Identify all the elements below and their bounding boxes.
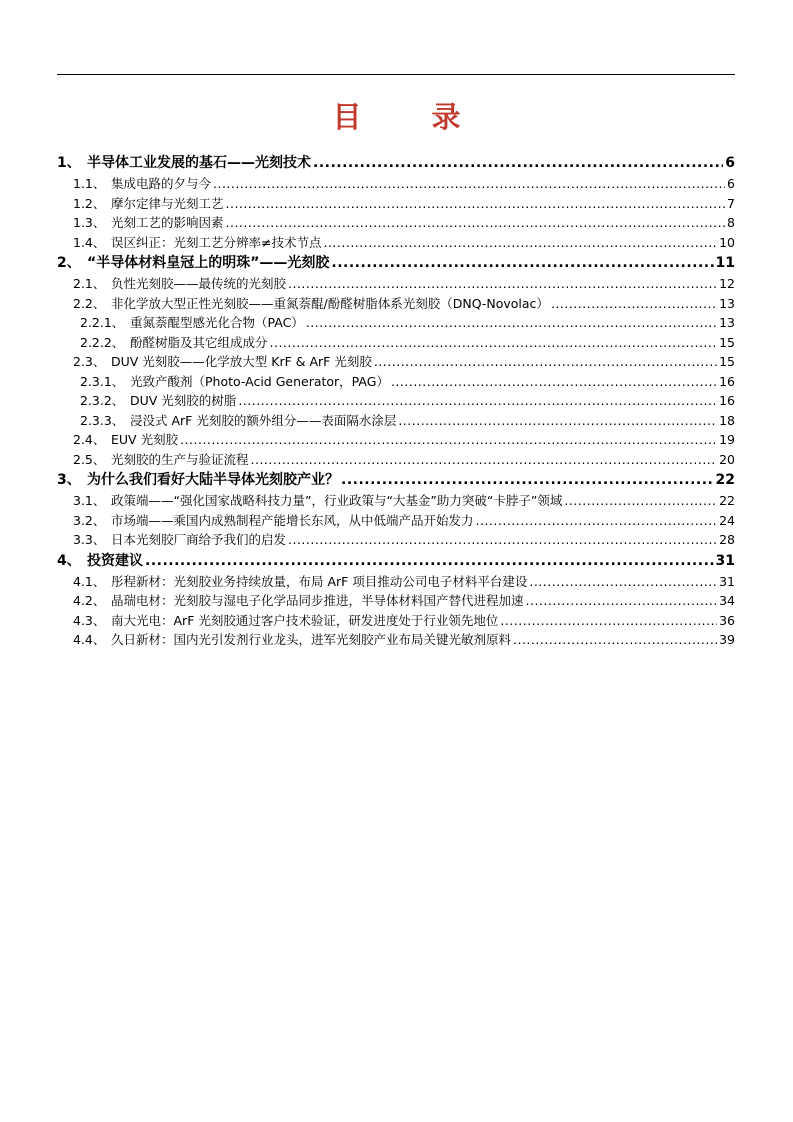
toc-entry-title: 重氮萘醌型感光化合物（PAC） (130, 315, 304, 330)
toc-leader-dots (288, 274, 717, 294)
toc-entry[interactable] (57, 450, 735, 470)
toc-entry[interactable] (57, 313, 735, 333)
toc-entry[interactable] (57, 174, 735, 194)
toc-entry-page: 8 (727, 215, 735, 230)
toc-leader-dots (341, 469, 714, 491)
toc-entry[interactable] (57, 430, 735, 450)
toc-leader-dots (526, 591, 718, 611)
toc-entry-page: 12 (719, 276, 735, 291)
toc-leader-dots (398, 411, 717, 431)
toc-entry-number: 1.2、 (73, 195, 106, 211)
toc-entry-number: 2.2、 (73, 295, 106, 311)
toc-entry[interactable] (57, 352, 735, 372)
toc-entry-title: EUV 光刻胶 (111, 432, 179, 447)
toc-entry[interactable] (57, 411, 735, 431)
toc-entry-title: 酚醛树脂及其它组成成分 (130, 334, 268, 350)
toc-entry-number: 4、 (57, 552, 81, 569)
toc-leader-dots (331, 252, 713, 274)
toc-entry[interactable] (57, 491, 735, 511)
toc-entry-title: 彤程新材：光刻胶业务持续放量，布局 ArF 项目推动公司电子材料平台建设 (111, 573, 528, 589)
toc-entry-page: 22 (719, 493, 735, 508)
toc-entry-page: 15 (719, 354, 735, 369)
toc-entry[interactable] (57, 252, 735, 274)
toc-entry-page: 18 (719, 412, 735, 428)
toc-leader-dots (251, 450, 718, 470)
toc-entry-title: 浸没式 ArF 光刻胶的额外组分——表面隔水涂层 (130, 412, 397, 428)
toc-entry-page: 22 (715, 472, 735, 488)
toc-entry-page: 24 (719, 512, 735, 528)
toc-leader-dots (564, 491, 717, 511)
toc-entry-title: 光致产酸剂（Photo-Acid Generator，PAG） (130, 373, 389, 389)
toc-leader-dots (288, 530, 717, 550)
toc-entry-page: 19 (719, 432, 735, 447)
toc-entry-page: 11 (715, 255, 735, 271)
toc-entry[interactable] (57, 530, 735, 550)
toc-entry-page: 6 (727, 176, 735, 191)
toc-title: 目 录 (332, 100, 491, 134)
toc-entry-number: 2.3.3、 (80, 412, 125, 428)
toc-entry-title: 投资建议 (87, 552, 143, 569)
header-rule (57, 74, 735, 75)
toc-entry-page: 31 (715, 552, 735, 569)
toc-entry-number: 2.1、 (73, 276, 106, 291)
toc-leader-dots (306, 313, 717, 333)
toc-entry[interactable] (57, 294, 735, 314)
toc-entry[interactable] (57, 372, 735, 392)
toc-entry-number: 3.3、 (73, 532, 106, 547)
toc-entry-title: 非化学放大型正性光刻胶——重氮萘醌/酚醛树脂体系光刻胶（DNQ-Novolac） (111, 295, 549, 311)
toc-entry-number: 2.5、 (73, 451, 106, 467)
toc-leader-dots (180, 430, 717, 450)
toc-entry-page: 31 (719, 573, 735, 589)
toc-entry-page: 20 (719, 451, 735, 467)
toc-entry-page: 13 (719, 295, 735, 311)
toc-leader-dots (513, 630, 717, 650)
toc-entry-title: 南大光电：ArF 光刻胶通过客户技术验证，研发进度处于行业领先地位 (111, 612, 499, 628)
toc-entry-page: 28 (719, 532, 735, 547)
toc-entry-title: 光刻胶的生产与验证流程 (111, 451, 249, 467)
toc-entry-title: 日本光刻胶厂商给予我们的启发 (111, 532, 287, 547)
toc-leader-dots (551, 294, 717, 314)
toc-entry-number: 1.3、 (73, 215, 106, 230)
toc-entry-title: 负性光刻胶——最传统的光刻胶 (111, 276, 287, 291)
toc-leader-dots (323, 233, 717, 253)
toc-leader-dots (213, 174, 725, 194)
toc-leader-dots (374, 352, 717, 372)
toc-entry-page: 16 (719, 373, 735, 389)
toc-entry[interactable] (57, 572, 735, 592)
toc-entry-title: 光刻工艺的影响因素 (111, 215, 224, 230)
toc-entry-number: 2.4、 (73, 432, 106, 447)
toc-entry-number: 4.1、 (73, 573, 106, 589)
toc-leader-dots (476, 511, 718, 531)
toc-entry-page: 39 (719, 632, 735, 647)
toc-entry-page: 36 (719, 612, 735, 628)
toc-entry-number: 1.1、 (73, 176, 106, 191)
toc-entry-page: 6 (725, 155, 735, 171)
toc-entry-title: 为什么我们看好大陆半导体光刻胶产业？ (87, 472, 339, 488)
table-of-contents (57, 152, 735, 650)
toc-entry-title: DUV 光刻胶——化学放大型 KrF & ArF 光刻胶 (111, 354, 372, 369)
toc-entry[interactable] (57, 469, 735, 491)
toc-entry-title: 摩尔定律与光刻工艺 (111, 195, 224, 211)
toc-entry-number: 2.2.1、 (80, 315, 125, 330)
toc-leader-dots (238, 391, 717, 411)
toc-entry-title: 集成电路的夕与今 (111, 176, 212, 191)
toc-entry-title: 晶瑞电材：光刻胶与湿电子化学品同步推进，半导体材料国产替代进程加速 (111, 593, 524, 608)
toc-entry[interactable] (57, 550, 735, 572)
toc-leader-dots (500, 611, 717, 631)
toc-leader-dots (391, 372, 717, 392)
toc-entry-page: 13 (719, 315, 735, 330)
toc-entry-number: 2.3.1、 (80, 373, 125, 389)
toc-entry-number: 1.4、 (73, 234, 106, 250)
toc-entry-title: 政策端——“强化国家战略科技力量”，行业政策与“大基金”助力突破“卡脖子”领域 (111, 493, 563, 508)
toc-entry[interactable] (57, 194, 735, 214)
toc-entry-number: 2.3.2、 (80, 393, 125, 408)
toc-entry-page: 34 (719, 593, 735, 608)
toc-entry[interactable] (57, 274, 735, 294)
toc-entry-number: 2.2.2、 (80, 334, 125, 350)
toc-entry-title: 半导体工业发展的基石——光刻技术 (87, 155, 311, 171)
toc-entry-number: 3、 (57, 472, 81, 488)
toc-entry[interactable] (57, 152, 735, 174)
toc-leader-dots (529, 572, 717, 592)
toc-entry-number: 4.3、 (73, 612, 106, 628)
toc-entry-number: 2、 (57, 255, 81, 271)
toc-entry[interactable] (57, 333, 735, 353)
toc-entry-number: 4.2、 (73, 593, 106, 608)
toc-entry-title: “半导体材料皇冠上的明珠”——光刻胶 (87, 255, 330, 271)
toc-entry-page: 16 (719, 393, 735, 408)
toc-entry-title: 市场端——乘国内成熟制程产能增长东风，从中低端产品开始发力 (111, 512, 474, 528)
toc-leader-dots (226, 194, 726, 214)
toc-entry-title: 误区纠正：光刻工艺分辨率≠技术节点 (111, 234, 322, 250)
toc-entry-title: 久日新材：国内光引发剂行业龙头，进军光刻胶产业布局关键光敏剂原料 (111, 632, 512, 647)
toc-entry-number: 3.2、 (73, 512, 106, 528)
toc-entry-number: 3.1、 (73, 493, 106, 508)
toc-leader-dots (226, 213, 726, 233)
toc-entry-page: 10 (719, 234, 735, 250)
toc-entry[interactable] (57, 511, 735, 531)
toc-leader-dots (313, 152, 723, 174)
toc-entry[interactable] (57, 630, 735, 650)
toc-entry-number: 4.4、 (73, 632, 106, 647)
toc-leader-dots (145, 550, 714, 572)
toc-entry[interactable] (57, 391, 735, 411)
toc-entry-number: 2.3、 (73, 354, 106, 369)
toc-entry-number: 1、 (57, 155, 81, 171)
toc-entry[interactable] (57, 233, 735, 253)
toc-entry[interactable] (57, 213, 735, 233)
toc-entry-page: 7 (727, 195, 735, 211)
toc-entry[interactable] (57, 611, 735, 631)
toc-entry-page: 15 (719, 334, 735, 350)
toc-entry-title: DUV 光刻胶的树脂 (130, 393, 237, 408)
toc-entry[interactable] (57, 591, 735, 611)
toc-leader-dots (270, 333, 718, 353)
